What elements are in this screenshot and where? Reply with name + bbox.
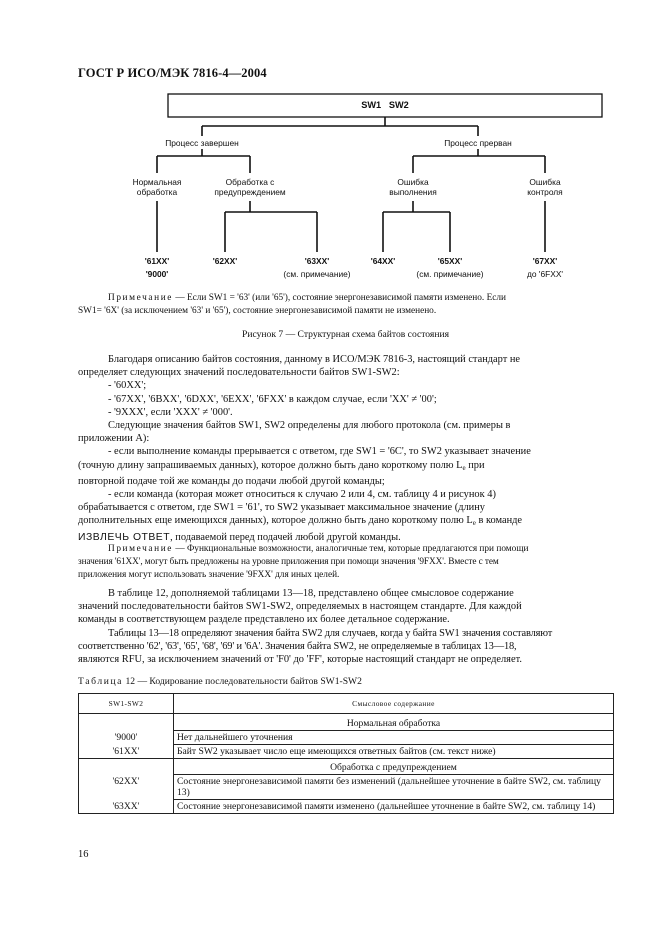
p4-line1: - если команда (которая может относиться к случаю 2 или 4, см. таблицу 4 и рисунок 4) bbox=[108, 489, 496, 501]
table-row bbox=[79, 745, 614, 759]
p6-line2: соответственно '62', '63', '65', '68', '69' и '6A'. Значения байта SW2, не определяемые в таблицах 13—18, bbox=[78, 640, 517, 652]
meaning-61xx: Байт SW2 указывает число еще имеющихся ответных байтов (см. текст ниже) bbox=[174, 745, 614, 759]
node-process-aborted: Процесс прерван bbox=[418, 138, 538, 148]
p6-line1: Таблицы 13—18 определяют значения байта SW2 для случаев, когда у байта SW1 значения составляют bbox=[108, 627, 553, 639]
node-warning-processing bbox=[195, 177, 305, 197]
node-check-line1: Ошибка bbox=[529, 177, 561, 187]
body-text bbox=[78, 353, 613, 544]
code-63xx: '63XX' bbox=[79, 800, 174, 814]
header-sw1-sw2: SW1-SW2 bbox=[79, 694, 174, 714]
table-row bbox=[79, 714, 614, 731]
p5-line3: команды в соответствующем разделе представлено их более детальное содержание. bbox=[78, 614, 450, 626]
meaning-9000: Нет дальнейшего уточнения bbox=[174, 731, 614, 745]
p4-line4 bbox=[78, 531, 613, 544]
leaf-67xx-line2: до '6FXX' bbox=[526, 269, 563, 279]
list-item-3: - '9XXX', если 'XXX' ≠ '000'. bbox=[108, 406, 233, 418]
diagram-root-label: SW1 SW2 bbox=[361, 100, 409, 110]
node-exec-line2: выполнения bbox=[389, 187, 437, 197]
figure-caption: Рисунок 7 — Структурная схема байтов состояния bbox=[241, 329, 450, 340]
leaf-65xx-line1: '65XX' bbox=[437, 256, 463, 266]
p3-line3: повторной подаче той же команды до подачи любой другой команды; bbox=[78, 475, 385, 487]
list-item-2: - '67XX', '6BXX', '6DXX', '6EXX', '6FXX' в каждом случае, если 'XX' ≠ '00'; bbox=[108, 393, 437, 405]
p3-line2-end: при bbox=[465, 459, 485, 471]
node-normal-line2: обработка bbox=[136, 187, 178, 197]
p2-line1: Следующие значения байтов SW1, SW2 определены для любого протокола (см. примеры в bbox=[108, 420, 511, 432]
p4-line4-end: , подаваемой перед подачей любой другой команды. bbox=[170, 531, 401, 543]
note1-label: Примечание bbox=[108, 293, 173, 303]
leaf-62xx bbox=[195, 256, 255, 266]
p3-line2-text: (точную длину запрашиваемых данных), которое должно быть дано короткому полю L bbox=[78, 459, 463, 471]
node-process-completed: Процесс завершен bbox=[142, 138, 262, 148]
p5-line1: В таблице 12, дополняемой таблицами 13—18, представлено общее смысловое содержание bbox=[108, 588, 514, 599]
leaf-65xx-line2: (см. примечание) bbox=[416, 269, 484, 279]
p6-line3: являются RFU, за исключением значений от 'F0' до 'FF', которые настоящий стандарт не определяет. bbox=[78, 654, 522, 666]
command-name: ИЗВЛЕЧЬ ОТВЕТ bbox=[78, 531, 171, 543]
diagram-connectors bbox=[157, 94, 602, 252]
p2-line2: приложении А): bbox=[78, 433, 150, 445]
section-warning-processing: Обработка с предупреждением bbox=[174, 759, 614, 775]
leaf-63xx-line2: (см. примечание) bbox=[283, 269, 351, 279]
table-row bbox=[79, 800, 614, 814]
p3-line1: - если выполнение команды прерывается с ответом, где SW1 = '6C', то SW2 указывает значение bbox=[108, 446, 531, 458]
node-check-line2: контроля bbox=[527, 187, 563, 197]
p4-line3 bbox=[78, 514, 613, 530]
node-normal-line1: Нормальная bbox=[132, 177, 182, 187]
table-caption bbox=[78, 676, 362, 687]
table-row bbox=[79, 775, 614, 800]
section-normal-processing: Нормальная обработка bbox=[174, 714, 614, 731]
leaf-63xx-line1: '63XX' bbox=[304, 256, 330, 266]
leaf-67xx bbox=[505, 256, 585, 279]
table-caption-label: Таблица bbox=[78, 676, 124, 687]
note1-line1: — Если SW1 = '63' (или '65'), состояние энергонезависимой памяти изменено. Если bbox=[173, 293, 506, 303]
p1-line1: Благодаря описанию байтов состояния, данному в ИСО/МЭК 7816-3, настоящий стандарт не bbox=[108, 354, 521, 365]
code-62xx: '62XX' bbox=[79, 775, 174, 800]
code-61xx: '61XX' bbox=[79, 745, 174, 759]
table-header-row bbox=[79, 694, 614, 714]
note2-line2: значения '61XX', могут быть предложены на уровне приложения при помощи значения '9FXX'. Вместе с тем bbox=[78, 557, 499, 567]
leaf-61xx-line2: '9000' bbox=[145, 269, 169, 279]
p4-line2: обрабатывается с ответом, где SW1 = '61', то SW2 указывает максимальное значение (длину bbox=[78, 502, 486, 514]
note2-line3: приложения могут использовать значение '9FXX' для иных целей. bbox=[78, 570, 340, 580]
node-warning-line1: Обработка с bbox=[225, 177, 275, 187]
p3-line2 bbox=[78, 459, 613, 475]
meaning-63xx: Состояние энергонезависимой памяти изменено (дальнейшее уточнение в байте SW2, см. таблицу 14) bbox=[174, 800, 614, 814]
p5-line2: значений последовательности байтов SW1-SW2, определяемых в настоящем стандарте. Для каждой bbox=[78, 601, 522, 613]
leaf-61xx-line1: '61XX' bbox=[144, 256, 170, 266]
document-header: ГОСТ Р ИСО/МЭК 7816-4—2004 bbox=[78, 66, 267, 80]
node-normal-processing bbox=[112, 177, 202, 197]
table-row bbox=[79, 731, 614, 745]
page-number: 16 bbox=[78, 849, 89, 860]
list-item-1: - '60XX'; bbox=[108, 380, 147, 392]
note2-line1: — Функциональные возможности, аналогичные тем, которые предлагаются при помощи bbox=[173, 544, 529, 554]
leaf-65xx bbox=[395, 256, 505, 279]
node-check-error bbox=[500, 177, 590, 197]
p3-subscript: e bbox=[462, 463, 466, 472]
leaf-62xx-line1: '62XX' bbox=[212, 256, 238, 266]
meaning-62xx: Состояние энергонезависимой памяти без изменений (дальнейшее уточнение в байте SW2, см. таблицу 13) bbox=[174, 775, 614, 800]
header-meaning: Смысловое содержание bbox=[174, 694, 614, 714]
table-12 bbox=[78, 693, 614, 814]
node-warning-line2: предупреждением bbox=[214, 187, 286, 197]
leaf-64xx-line1: '64XX' bbox=[370, 256, 396, 266]
node-exec-line1: Ошибка bbox=[397, 177, 429, 187]
leaf-67xx-line1: '67XX' bbox=[532, 256, 558, 266]
p4-line3-end: в команде bbox=[475, 515, 523, 527]
code-9000: '9000' bbox=[79, 731, 174, 745]
table-row bbox=[79, 759, 614, 775]
p1-line2: определяет следующих значений последовательности байтов SW1-SW2: bbox=[78, 367, 400, 379]
body-text-2 bbox=[78, 587, 613, 666]
note1-line2: SW1= '6X' (за исключением '63' и '65'), состояние энергонезависимой памяти не изменено. bbox=[78, 306, 437, 316]
note2-label: Примечание bbox=[108, 544, 173, 554]
body-note bbox=[78, 543, 613, 582]
p4-line3-text: дополнительных еще имеющихся данных), которое должно быть дано короткому полю L bbox=[78, 515, 473, 527]
p4-subscript: e bbox=[472, 519, 476, 528]
table-caption-text: 12 — Кодирование последовательности байтов SW1-SW2 bbox=[123, 676, 362, 687]
figure-note bbox=[78, 292, 613, 318]
node-execution-error bbox=[368, 177, 458, 197]
status-bytes-diagram bbox=[0, 0, 661, 300]
leaf-61xx bbox=[117, 256, 197, 279]
